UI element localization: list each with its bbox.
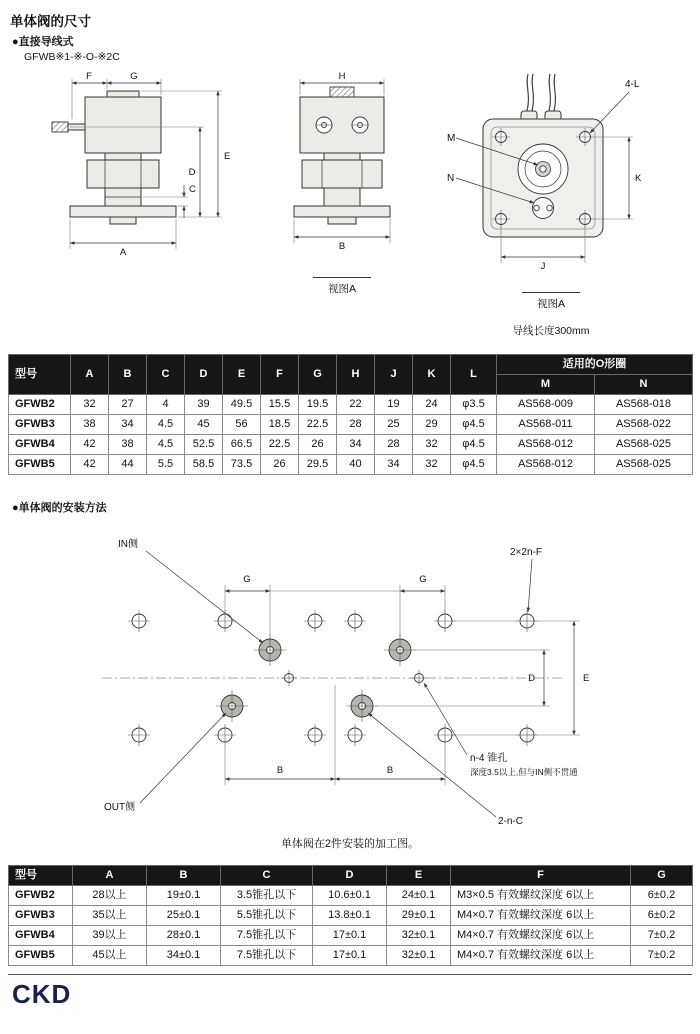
col-header: F	[261, 355, 299, 395]
taper-hole-note: 深度3.5以上,但与IN侧不贯通	[470, 767, 578, 777]
col-header: G	[631, 866, 693, 886]
col-header: G	[299, 355, 337, 395]
cell: 28	[337, 415, 375, 435]
cell: 42	[71, 435, 109, 455]
dim-label-e: E	[583, 673, 590, 684]
cell: 6±0.2	[631, 906, 693, 926]
cell: 7±0.2	[631, 926, 693, 946]
dim-label-b-right: B	[386, 765, 394, 776]
cell: 10.6±0.1	[313, 886, 387, 906]
bottom-view-drawing	[441, 71, 661, 286]
section2-title: ●单体阀的安装方法	[12, 502, 107, 514]
cell-model: GFWB5	[9, 455, 71, 475]
col-header: D	[313, 866, 387, 886]
cell: 7.5锥孔以下	[221, 926, 313, 946]
cell-model: GFWB3	[9, 906, 73, 926]
cell: 27	[109, 395, 147, 415]
lead-wires	[521, 74, 561, 123]
cell: 32	[71, 395, 109, 415]
cell: 38	[71, 415, 109, 435]
cell: M4×0.7 有效螺纹深度 6以上	[451, 906, 631, 926]
cell: 32±0.1	[387, 946, 451, 966]
col-header-model: 型号	[9, 355, 71, 395]
cell: 52.5	[185, 435, 223, 455]
mounting-table	[8, 865, 693, 966]
header-row-1	[9, 355, 693, 375]
cell: 34	[109, 415, 147, 435]
mounting-face-outline	[483, 119, 603, 237]
cell-model: GFWB5	[9, 946, 73, 966]
col-header: C	[221, 866, 313, 886]
label-4l: 4-L	[625, 79, 640, 90]
mount-annotations	[104, 537, 578, 827]
dimension-table	[8, 354, 693, 475]
cell: 35以上	[73, 906, 147, 926]
col-header: J	[375, 355, 413, 395]
cell: AS568-018	[595, 395, 693, 415]
cell: 34	[337, 435, 375, 455]
section1-subtitle: ●直接导线式	[12, 36, 74, 48]
c-holes-label: 2-n-C	[498, 816, 524, 827]
cell: 58.5	[185, 455, 223, 475]
table-row	[9, 455, 693, 475]
mounting-diagram-wrap	[80, 523, 620, 833]
label-n: N	[447, 173, 455, 184]
cell: 32	[413, 435, 451, 455]
cell: M3×0.5 有效螺纹深度 6以上	[451, 886, 631, 906]
cell: AS568-022	[595, 415, 693, 435]
taper-hole-label: n-4 锥孔	[470, 753, 508, 764]
cell-model: GFWB4	[9, 435, 71, 455]
valve-side-outline	[52, 91, 176, 224]
cell: 29±0.1	[387, 906, 451, 926]
cell: 4.5	[147, 415, 185, 435]
table-row	[9, 906, 693, 926]
in-side-label: IN侧	[118, 539, 138, 550]
cell: 5.5	[147, 455, 185, 475]
cell: 28±0.1	[147, 926, 221, 946]
col-header: H	[337, 355, 375, 395]
table-row	[9, 415, 693, 435]
cell: 29.5	[299, 455, 337, 475]
mounting-pattern-drawing	[80, 523, 620, 833]
lead-wire-length-note: 导线长度300mm	[512, 325, 590, 337]
front-view-drawing	[277, 71, 407, 271]
cell-model: GFWB4	[9, 926, 73, 946]
page-title: 单体阀的尺寸	[10, 14, 91, 29]
col-header: D	[185, 355, 223, 395]
mount-dimensions-top	[225, 574, 445, 637]
cell: 18.5	[261, 415, 299, 435]
dim-label-h: H	[338, 71, 346, 82]
cell: 45以上	[73, 946, 147, 966]
col-header: A	[73, 866, 147, 886]
cell-model: GFWB2	[9, 395, 71, 415]
cell: 17±0.1	[313, 926, 387, 946]
cell: 3.5锥孔以下	[221, 886, 313, 906]
cell: 13.8±0.1	[313, 906, 387, 926]
front-view-column	[277, 71, 407, 296]
cell: 38	[109, 435, 147, 455]
dim-label-g: G	[130, 71, 138, 82]
cell: 28以上	[73, 886, 147, 906]
cell: 29	[413, 415, 451, 435]
cell: 26	[261, 455, 299, 475]
dim-label-d: D	[528, 673, 535, 684]
col-header: F	[451, 866, 631, 886]
cell: 25	[375, 415, 413, 435]
cell: 49.5	[223, 395, 261, 415]
dim-label-f: F	[86, 71, 92, 82]
page-footer	[8, 974, 692, 1008]
side-view-drawing	[48, 71, 243, 271]
view-a-caption: 视图A	[313, 277, 371, 296]
cell: M4×0.7 有效螺纹深度 6以上	[451, 946, 631, 966]
table-row	[9, 946, 693, 966]
cell: 15.5	[261, 395, 299, 415]
col-header: E	[223, 355, 261, 395]
cell: 6±0.2	[631, 886, 693, 906]
cell-model: GFWB2	[9, 886, 73, 906]
cell-model: GFWB3	[9, 415, 71, 435]
cell: AS568-009	[497, 395, 595, 415]
cell: 7.5锥孔以下	[221, 946, 313, 966]
table-row	[9, 435, 693, 455]
cell: 24	[413, 395, 451, 415]
side-view-column	[48, 71, 243, 271]
cell: 73.5	[223, 455, 261, 475]
mounting-caption: 单体阀在2件安装的加工图。	[280, 838, 420, 850]
col-header-model: 型号	[9, 866, 73, 886]
bottom-view-column	[441, 71, 661, 338]
cell: φ3.5	[451, 395, 497, 415]
drawings-row	[8, 71, 692, 338]
cell: 32	[413, 455, 451, 475]
cell: 19	[375, 395, 413, 415]
cell: 34	[375, 455, 413, 475]
cell: 42	[71, 455, 109, 475]
cell: 4	[147, 395, 185, 415]
view-a-caption-2: 视图A	[522, 292, 580, 311]
dim-label-b-left: B	[276, 765, 284, 776]
col-header-m: M	[497, 375, 595, 395]
cell: 19.5	[299, 395, 337, 415]
model-code: GFWB※1-※-O-※2C	[24, 51, 120, 63]
cell: 5.5锥孔以下	[221, 906, 313, 926]
header-row	[9, 866, 693, 886]
table-row	[9, 886, 693, 906]
col-header: E	[387, 866, 451, 886]
col-header: K	[413, 355, 451, 395]
cell: 22.5	[261, 435, 299, 455]
cell: φ4.5	[451, 415, 497, 435]
cell: 7±0.2	[631, 946, 693, 966]
table-row	[9, 395, 693, 415]
col-header: A	[71, 355, 109, 395]
col-header: B	[147, 866, 221, 886]
cell: 22.5	[299, 415, 337, 435]
label-m: M	[447, 133, 456, 144]
cell: AS568-011	[497, 415, 595, 435]
dim-label-g-right: G	[419, 574, 427, 585]
cell: 28	[375, 435, 413, 455]
cell: 4.5	[147, 435, 185, 455]
cell: 39以上	[73, 926, 147, 946]
dim-label-a: A	[119, 247, 127, 258]
cell: 22	[337, 395, 375, 415]
dim-label-g-left: G	[243, 574, 251, 585]
cell: AS568-012	[497, 455, 595, 475]
cell: AS568-012	[497, 435, 595, 455]
cell: 17±0.1	[313, 946, 387, 966]
cell: AS568-025	[595, 455, 693, 475]
cell: 39	[185, 395, 223, 415]
ckd-logo: CKD	[12, 979, 72, 1009]
valve-front-outline	[294, 87, 390, 224]
cell: 19±0.1	[147, 886, 221, 906]
cell: 24±0.1	[387, 886, 451, 906]
cell: 44	[109, 455, 147, 475]
cell: 25±0.1	[147, 906, 221, 926]
col-header: C	[147, 355, 185, 395]
out-side-label: OUT侧	[104, 802, 136, 813]
cell: 45	[185, 415, 223, 435]
col-header-n: N	[595, 375, 693, 395]
col-header: L	[451, 355, 497, 395]
dim-label-j: J	[540, 261, 546, 272]
cell: φ4.5	[451, 455, 497, 475]
mount-dimensions-bottom	[225, 685, 445, 785]
cell: 40	[337, 455, 375, 475]
cell: 66.5	[223, 435, 261, 455]
cell: φ4.5	[451, 435, 497, 455]
cell: 32±0.1	[387, 926, 451, 946]
f-holes-label: 2×2n-F	[510, 547, 542, 558]
dim-label-k: K	[635, 173, 642, 184]
cell: 26	[299, 435, 337, 455]
dim-label-b: B	[338, 241, 346, 252]
cell: 56	[223, 415, 261, 435]
table-row	[9, 926, 693, 946]
cell: 34±0.1	[147, 946, 221, 966]
dim-label-d: D	[188, 167, 196, 178]
cell: M4×0.7 有效螺纹深度 6以上	[451, 926, 631, 946]
dim-label-c: C	[189, 184, 196, 195]
cell: AS568-025	[595, 435, 693, 455]
oring-group-header: 适用的O形圈	[497, 355, 693, 375]
col-header: B	[109, 355, 147, 395]
dim-label-e: E	[224, 151, 231, 162]
